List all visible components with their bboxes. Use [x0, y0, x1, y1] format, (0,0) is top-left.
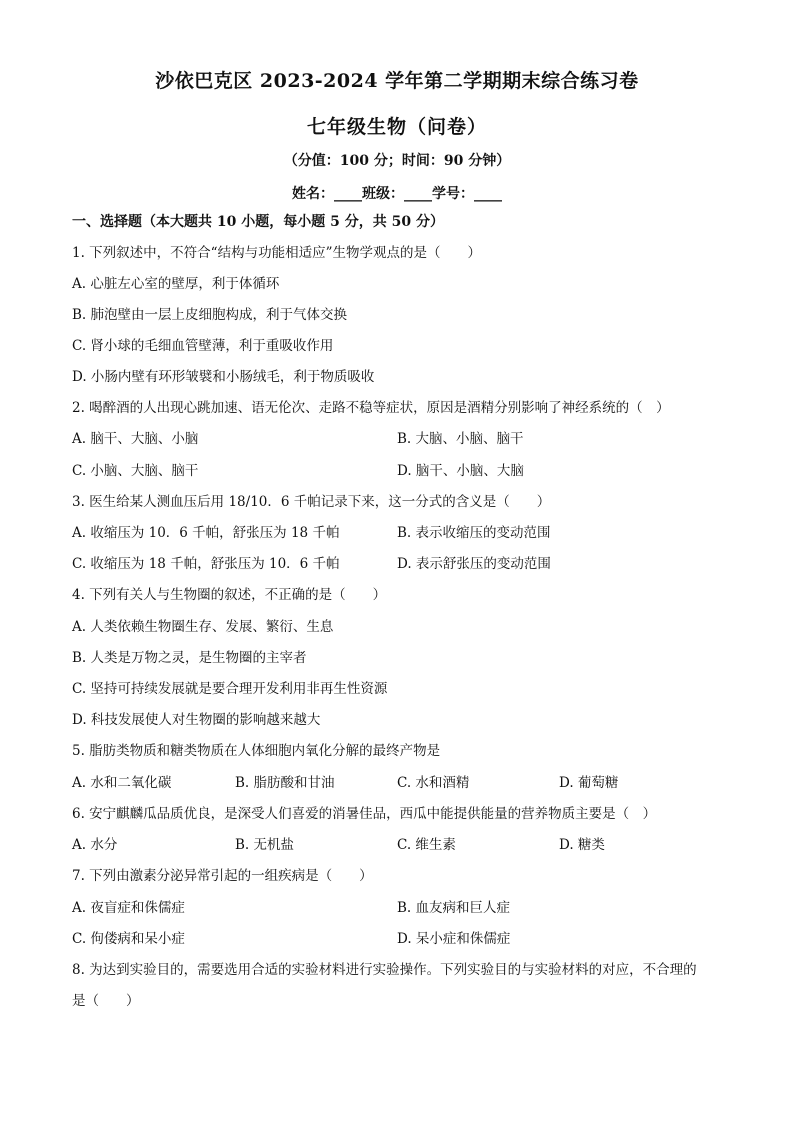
q4-option-d: D. 科技发展使人对生物圈的影响越来越大	[72, 712, 321, 728]
q5-option-c: C. 水和酒精	[397, 775, 470, 791]
q7-option-b: B. 血友病和巨人症	[397, 900, 511, 916]
q6-option-b: B. 无机盐	[235, 837, 295, 853]
student-info: 姓名：____班级：____学号：____	[292, 186, 502, 202]
q6-stem: 6. 安宁麒麟瓜品质优良，是深受人们喜爱的消暑佳品，西瓜中能提供能量的营养物质主要是（ ）	[72, 806, 657, 822]
q1-option-c: C. 肾小球的毛细血管壁薄，利于重吸收作用	[72, 338, 334, 354]
q7-stem: 7. 下列由激素分泌异常引起的一组疾病是（ ）	[72, 868, 373, 884]
q3-option-c: C. 收缩压为 18 千帕，舒张压为 10．6 千帕	[72, 556, 340, 572]
q4-option-a: A. 人类依赖生物圈生存、发展、繁衍、生息	[72, 619, 334, 635]
q4-option-c: C. 坚持可持续发展就是要合理开发利用非再生性资源	[72, 681, 388, 697]
q2-option-a: A. 脑干、大脑、小脑	[72, 431, 199, 447]
q2-option-d: D. 脑干、小脑、大脑	[397, 463, 524, 479]
section-heading: 一、选择题（本大题共 10 小题，每小题 5 分，共 50 分）	[72, 214, 444, 230]
exam-title: 沙依巴克区 2023-2024 学年第二学期期末综合练习卷	[155, 70, 639, 92]
q7-option-a: A. 夜盲症和侏儒症	[72, 900, 185, 916]
q6-option-c: C. 维生素	[397, 837, 456, 853]
exam-subtitle: 七年级生物（问卷）	[306, 116, 487, 138]
q8-stem-line1: 8. 为达到实验目的，需要选用合适的实验材料进行实验操作。下列实验目的与实验材料的对应，不合理的	[72, 962, 697, 978]
q6-option-a: A. 水分	[72, 837, 118, 853]
q5-option-b: B. 脂肪酸和甘油	[235, 775, 335, 791]
q3-option-a: A. 收缩压为 10．6 千帕，舒张压为 18 千帕	[72, 525, 340, 541]
q2-stem: 2. 喝醉酒的人出现心跳加速、语无伦次、走路不稳等症状，原因是酒精分别影响了神经系统的（ ）	[72, 400, 670, 416]
q5-option-a: A. 水和二氧化碳	[72, 775, 172, 791]
q1-stem: 1. 下列叙述中，不符合“结构与功能相适应”生物学观点的是（ ）	[72, 245, 481, 261]
q1-option-b: B. 肺泡壁由一层上皮细胞构成，利于气体交换	[72, 307, 348, 323]
q1-option-d: D. 小肠内壁有环形皱襞和小肠绒毛，利于物质吸收	[72, 369, 375, 385]
q2-option-c: C. 小脑、大脑、脑干	[72, 463, 199, 479]
q4-option-b: B. 人类是万物之灵，是生物圈的主宰者	[72, 650, 307, 666]
q3-option-b: B. 表示收缩压的变动范围	[397, 525, 551, 541]
q4-stem: 4. 下列有关人与生物圈的叙述，不正确的是（ ）	[72, 587, 387, 603]
q7-option-d: D. 呆小症和侏儒症	[397, 931, 511, 947]
q8-stem-line2: 是（ ）	[72, 993, 140, 1009]
q3-stem: 3. 医生给某人测血压后用 18/10．6 千帕记录下来，这一分式的含义是（ ）	[72, 494, 551, 510]
q5-stem: 5. 脂肪类物质和糖类物质在人体细胞内氧化分解的最终产物是	[72, 743, 441, 759]
score-info: （分值：100 分；时间：90 分钟）	[283, 153, 511, 169]
q2-option-b: B. 大脑、小脑、脑干	[397, 431, 524, 447]
q7-option-c: C. 佝偻病和呆小症	[72, 931, 185, 947]
q3-option-d: D. 表示舒张压的变动范围	[397, 556, 551, 572]
q6-option-d: D. 糖类	[559, 837, 605, 853]
q1-option-a: A. 心脏左心室的壁厚，利于体循环	[72, 276, 280, 292]
q5-option-d: D. 葡萄糖	[559, 775, 619, 791]
